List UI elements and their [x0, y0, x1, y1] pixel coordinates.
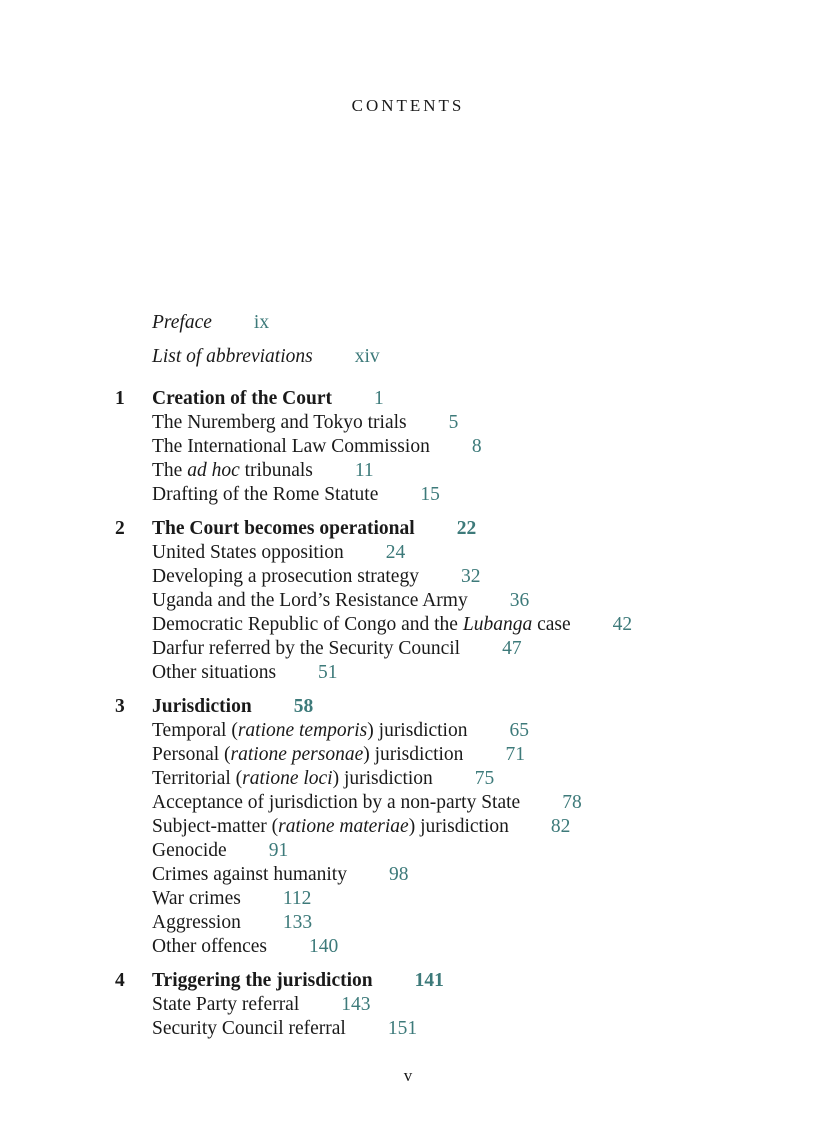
- section-entry[interactable]: [0, 1017, 816, 1041]
- section-entry[interactable]: [0, 839, 816, 863]
- section-title: Developing a prosecution strategy: [152, 566, 419, 587]
- section-title-start: Personal (: [152, 744, 231, 765]
- section-title: Drafting of the Rome Statute: [152, 484, 379, 505]
- toc-entry-abbreviations[interactable]: [0, 343, 816, 377]
- section-entry[interactable]: [0, 637, 816, 661]
- section-title-start: Democratic Republic of Congo and the: [152, 614, 463, 635]
- section-entry[interactable]: [0, 661, 816, 685]
- section-title-start: The: [152, 460, 188, 481]
- chapter-title: Creation of the Court: [152, 388, 332, 409]
- page-ref: 151: [387, 1018, 418, 1039]
- section-title: Uganda and the Lord’s Resistance Army: [152, 590, 468, 611]
- section-entry[interactable]: [0, 911, 816, 935]
- page-ref: 11: [354, 460, 374, 481]
- chapter-number: 1: [115, 388, 125, 409]
- page-ref: 24: [385, 542, 406, 563]
- section-title: Security Council referral: [152, 1018, 346, 1039]
- section-title-italic: ad hoc: [187, 460, 240, 481]
- page-ref: 71: [505, 744, 525, 765]
- chapter-heading[interactable]: [0, 387, 816, 411]
- section-title: Other situations: [152, 662, 277, 683]
- section-title-start: Territorial (: [152, 768, 243, 789]
- page-ref: 36: [509, 590, 530, 611]
- chapter-title: Triggering the jurisdiction: [152, 970, 373, 991]
- section-entry[interactable]: [0, 935, 816, 959]
- page-ref: 42: [612, 614, 633, 635]
- section-title: Other offences: [152, 936, 267, 957]
- section-entry[interactable]: [0, 993, 816, 1017]
- section-entry[interactable]: [0, 483, 816, 507]
- chapter-title: The Court becomes operational: [152, 518, 415, 539]
- page-ref: 91: [268, 840, 289, 861]
- page-ref: 22: [456, 518, 477, 539]
- page-ref: 98: [388, 864, 409, 885]
- section-entry[interactable]: [0, 613, 816, 637]
- page-ref: 141: [414, 970, 444, 991]
- section-title-start: Temporal (: [152, 720, 238, 741]
- page-ref: 32: [460, 566, 481, 587]
- section-entry[interactable]: [0, 435, 816, 459]
- section-title: Acceptance of jurisdiction by a non-party State: [152, 792, 521, 813]
- section-entry[interactable]: [0, 411, 816, 435]
- page-ref: 47: [502, 638, 522, 659]
- section-title: Genocide: [152, 840, 227, 861]
- page-ref: 51: [318, 662, 338, 683]
- page-ref: 140: [308, 936, 339, 957]
- page-ref: 58: [293, 696, 314, 717]
- section-title-italic: ratione loci: [242, 768, 333, 789]
- section-entry[interactable]: [0, 541, 816, 565]
- section-entry[interactable]: [0, 743, 816, 767]
- section-title: Crimes against humanity: [152, 864, 347, 885]
- page-number: v: [403, 1066, 413, 1085]
- page-ref: 75: [474, 768, 495, 789]
- section-title-end: ) jurisdiction: [332, 768, 433, 789]
- section-entry[interactable]: [0, 565, 816, 589]
- section-entry[interactable]: [0, 815, 816, 839]
- section-title-italic: ratione temporis: [237, 720, 368, 741]
- section-title: United States opposition: [152, 542, 344, 563]
- section-entry[interactable]: [0, 887, 816, 911]
- entry-title: List of abbreviations: [152, 346, 313, 367]
- chapter-heading[interactable]: [0, 695, 816, 719]
- section-title-end: ) jurisdiction: [367, 720, 468, 741]
- chapter-number: 2: [115, 518, 125, 539]
- page-ref: 78: [562, 792, 582, 813]
- section-title-end: ) jurisdiction: [363, 744, 464, 765]
- section-title: Aggression: [152, 912, 241, 933]
- section-title: The International Law Commission: [152, 436, 430, 457]
- section-title: Darfur referred by the Security Council: [152, 638, 461, 659]
- page-title: CONTENTS: [351, 96, 465, 115]
- section-title-end: tribunals: [239, 460, 313, 481]
- section-title-start: Subject-matter (: [152, 816, 279, 837]
- section-entry[interactable]: [0, 767, 816, 791]
- page-ref: 112: [282, 888, 312, 909]
- chapter-number: 3: [115, 696, 125, 717]
- section-title-italic: ratione personae: [230, 744, 364, 765]
- section-entry[interactable]: [0, 863, 816, 887]
- section-entry[interactable]: [0, 719, 816, 743]
- page-ref: 133: [282, 912, 313, 933]
- chapter-title: Jurisdiction: [152, 696, 252, 717]
- section-entry[interactable]: [0, 589, 816, 613]
- section-title-italic: Lubanga: [462, 614, 533, 635]
- page-ref: 5: [448, 412, 459, 433]
- section-title: War crimes: [152, 888, 241, 909]
- toc-entry-preface[interactable]: [0, 309, 816, 343]
- section-title-end: case: [532, 614, 571, 635]
- page-ref: 65: [509, 720, 529, 741]
- page-ref: 8: [471, 436, 482, 457]
- chapter-heading[interactable]: [0, 969, 816, 993]
- section-title-italic: ratione materiae: [278, 816, 409, 837]
- entry-title: Preface: [152, 312, 212, 333]
- section-title: State Party referral: [152, 994, 300, 1015]
- page-ref: 1: [374, 388, 384, 409]
- page-ref: xiv: [354, 346, 380, 367]
- page-ref: 15: [420, 484, 440, 505]
- section-title-end: ) jurisdiction: [408, 816, 509, 837]
- page-ref: 82: [550, 816, 571, 837]
- page-ref: 143: [341, 994, 371, 1015]
- chapter-number: 4: [115, 970, 125, 991]
- chapter-heading[interactable]: [0, 517, 816, 541]
- section-title: The Nuremberg and Tokyo trials: [152, 412, 407, 433]
- section-entry[interactable]: [0, 791, 816, 815]
- section-entry[interactable]: [0, 459, 816, 483]
- page-ref: ix: [253, 312, 270, 333]
- table-of-contents: [0, 309, 816, 1041]
